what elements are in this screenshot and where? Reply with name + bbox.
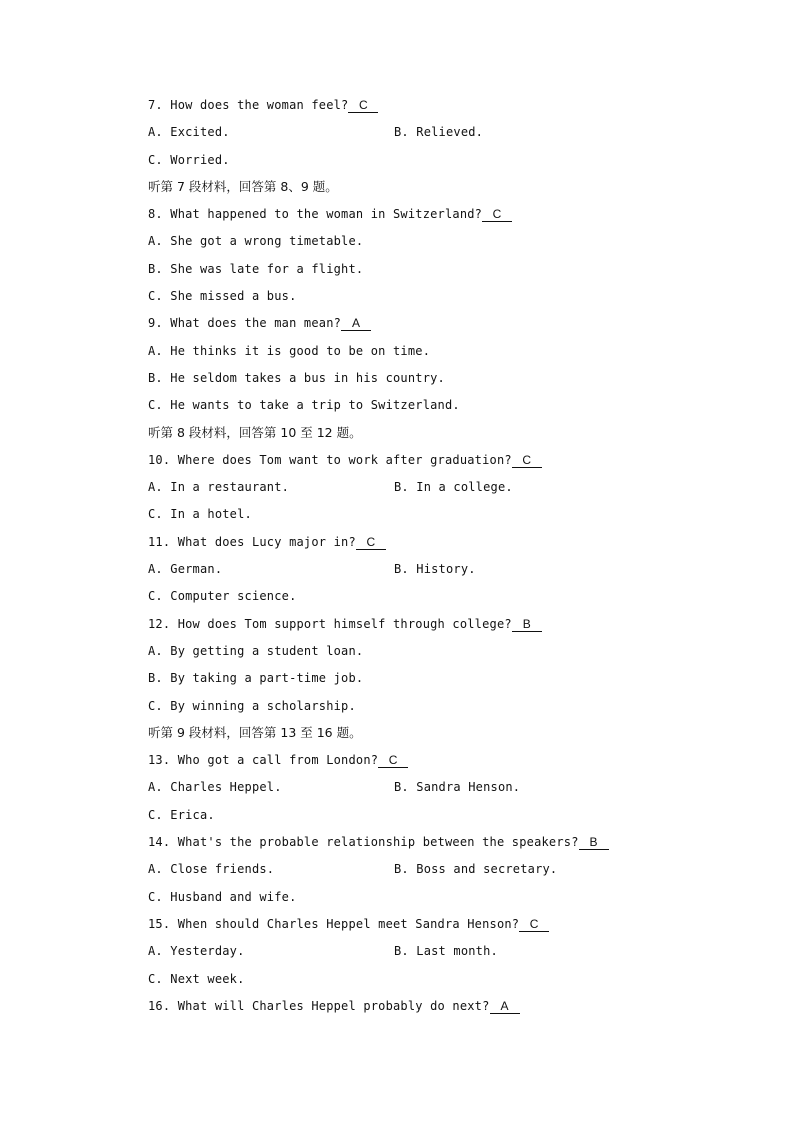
option-row (148, 558, 748, 585)
question-text: 12. How does Tom support himself through college? (148, 616, 512, 631)
option-text: A. German. (148, 562, 223, 577)
question (148, 749, 748, 776)
question-text: 8. What happened to the woman in Switzerland? (148, 207, 483, 222)
option-text: B. She was late for a flight. (148, 261, 364, 276)
option-text: B. Sandra Henson. (394, 780, 521, 795)
question-text: 16. What will Charles Heppel probably do next? (148, 998, 490, 1013)
question (148, 531, 748, 558)
answer-blank: C (348, 98, 378, 113)
question (148, 312, 748, 339)
option-text: B. Boss and secretary. (394, 862, 558, 877)
option-text: A. Excited. (148, 125, 230, 140)
question-text: 7. How does the woman feel? (148, 98, 349, 112)
question (148, 995, 748, 1022)
answer-blank: A (490, 999, 520, 1014)
question-text: 15. When should Charles Heppel meet Sandra Henson? (148, 916, 520, 931)
section-instruction: 听第 9 段材料，回答第 13 至 16 题。 (148, 724, 362, 740)
section-instruction: 听第 7 段材料，回答第 8、9 题。 (148, 178, 338, 194)
option-row (148, 776, 748, 803)
answer-blank: B (512, 617, 542, 632)
option-text: A. He thinks it is good to be on time. (148, 343, 431, 358)
option-text: C. Computer science. (148, 589, 297, 604)
option-text: A. In a restaurant. (148, 480, 290, 495)
option-text: B. He seldom takes a bus in his country. (148, 370, 445, 385)
question (148, 94, 748, 121)
question (148, 913, 748, 940)
option-text: C. Erica. (148, 807, 215, 822)
question-text: 9. What does the man mean? (148, 316, 342, 331)
option-text: A. Charles Heppel. (148, 780, 282, 795)
section-instruction: 听第 8 段材料，回答第 10 至 12 题。 (148, 424, 362, 440)
answer-blank: C (512, 453, 542, 468)
question (148, 449, 748, 476)
question (148, 203, 748, 230)
option-text: C. She missed a bus. (148, 289, 297, 304)
question-text: 10. Where does Tom want to work after graduation? (148, 452, 512, 467)
question (148, 831, 748, 858)
option-text: A. She got a wrong timetable. (148, 234, 364, 249)
option-text: B. By taking a part-time job. (148, 671, 364, 686)
answer-blank: C (378, 753, 408, 768)
option-row (148, 476, 748, 503)
option-text: C. Husband and wife. (148, 889, 297, 904)
option-text: A. Yesterday. (148, 944, 245, 959)
option-row (148, 940, 748, 967)
question-text: 13. Who got a call from London? (148, 753, 379, 768)
answer-blank: C (519, 917, 549, 932)
option-row (148, 121, 748, 148)
answer-blank: B (579, 835, 609, 850)
option-text: C. Worried. (148, 152, 230, 167)
option-text: A. By getting a student loan. (148, 643, 364, 658)
option-text: B. In a college. (394, 480, 513, 495)
option-text: C. Next week. (148, 971, 245, 986)
option-text: B. History. (394, 562, 476, 577)
option-text: C. By winning a scholarship. (148, 698, 356, 713)
option-text: C. In a hotel. (148, 507, 252, 522)
answer-blank: C (356, 535, 386, 550)
answer-blank: A (341, 316, 371, 331)
option-text: B. Last month. (394, 944, 498, 959)
answer-blank: C (482, 207, 512, 222)
question-text: 11. What does Lucy major in? (148, 534, 356, 549)
option-text: B. Relieved. (394, 125, 484, 140)
document-page (148, 94, 748, 1022)
option-row (148, 858, 748, 885)
option-text: A. Close friends. (148, 862, 275, 877)
question (148, 613, 748, 640)
option-text: C. He wants to take a trip to Switzerland. (148, 398, 460, 413)
question-text: 14. What's the probable relationship between the speakers? (148, 835, 579, 850)
